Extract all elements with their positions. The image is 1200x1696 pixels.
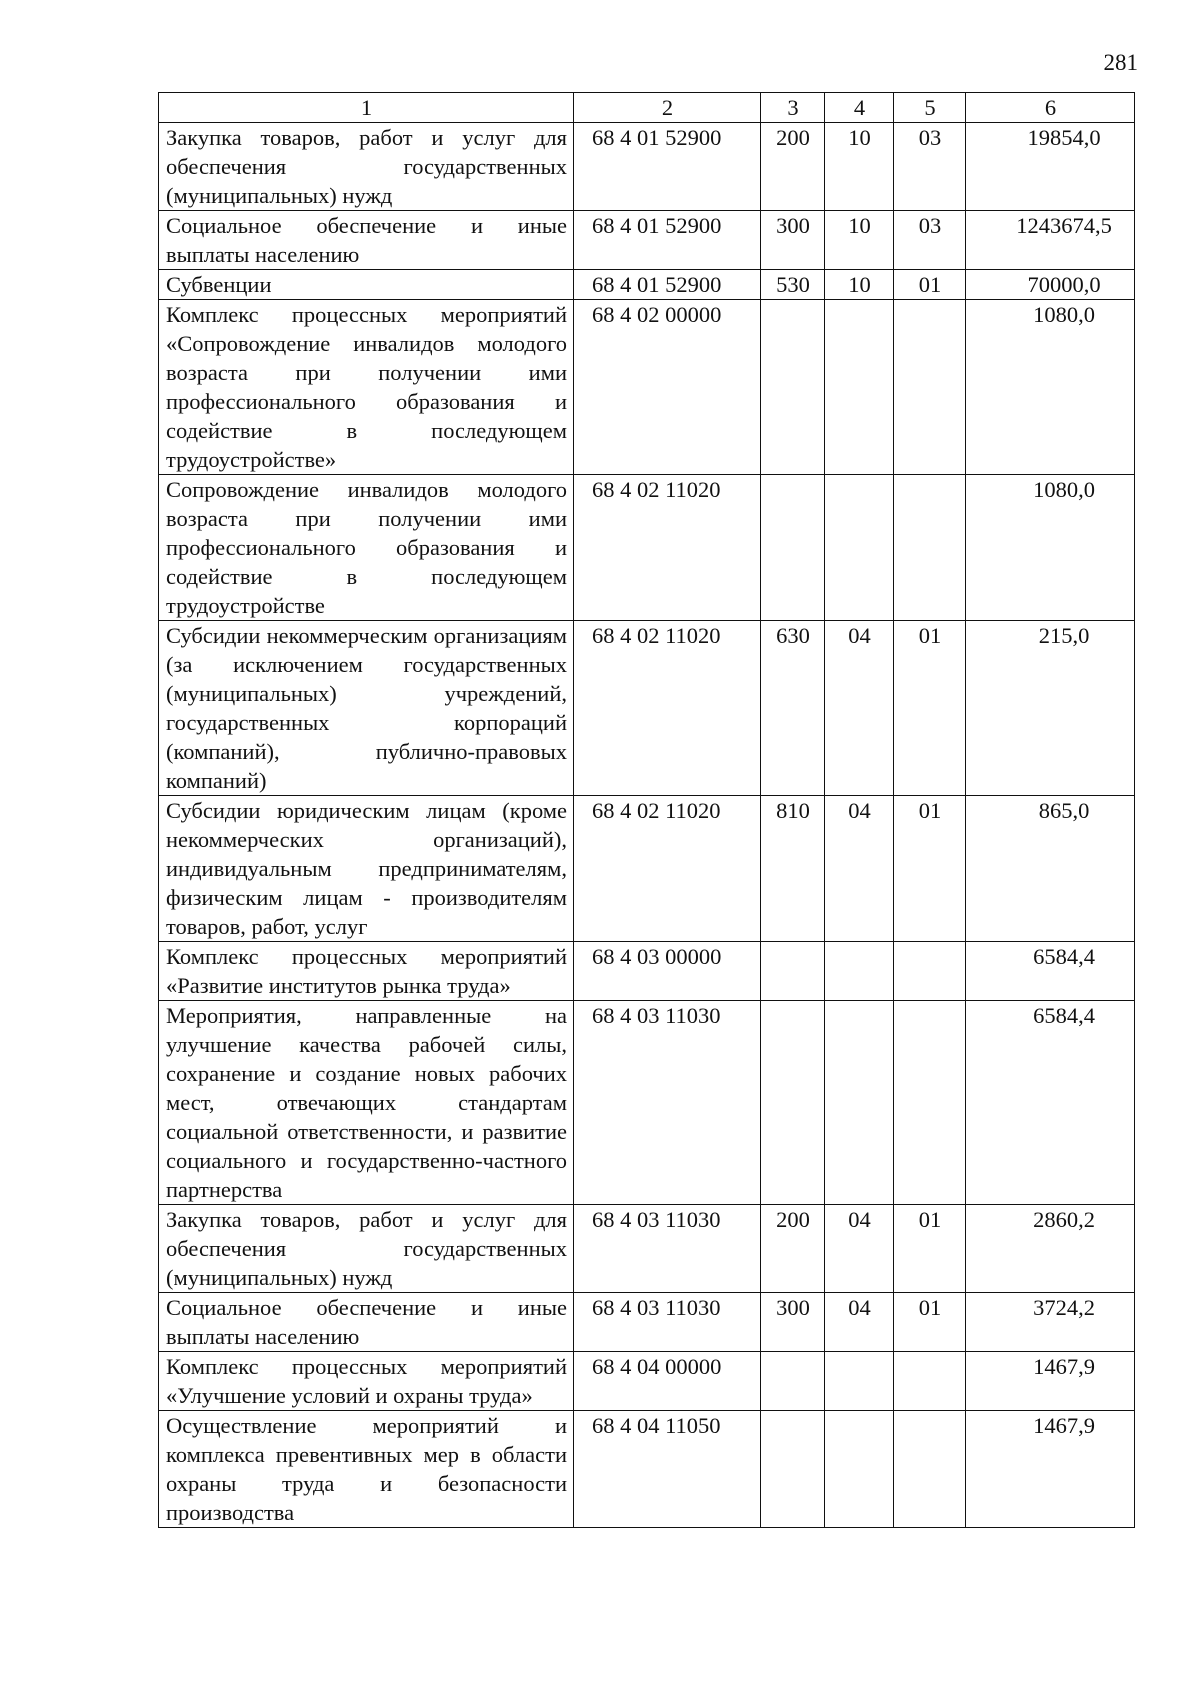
row-amount-cell: 1243674,5 bbox=[966, 211, 1135, 270]
row-amount-cell: 865,0 bbox=[966, 796, 1135, 942]
column-header-4: 4 bbox=[825, 93, 894, 123]
row-code-cell: 68 4 01 52900 bbox=[574, 270, 761, 300]
row-col5-cell bbox=[894, 1001, 966, 1205]
row-code-cell: 68 4 03 11030 bbox=[574, 1205, 761, 1293]
row-col4-cell bbox=[825, 1352, 894, 1411]
row-code-cell: 68 4 04 11050 bbox=[574, 1411, 761, 1528]
row-col3-cell: 530 bbox=[761, 270, 825, 300]
row-code-cell: 68 4 03 00000 bbox=[574, 942, 761, 1001]
row-code-cell: 68 4 04 00000 bbox=[574, 1352, 761, 1411]
row-amount-cell: 19854,0 bbox=[966, 123, 1135, 211]
table-row bbox=[159, 300, 1135, 475]
table-row bbox=[159, 796, 1135, 942]
table-row bbox=[159, 211, 1135, 270]
row-amount-cell: 1080,0 bbox=[966, 475, 1135, 621]
row-code-cell: 68 4 02 00000 bbox=[574, 300, 761, 475]
row-code-cell: 68 4 01 52900 bbox=[574, 123, 761, 211]
row-col4-cell bbox=[825, 942, 894, 1001]
row-name-cell: Социальное обеспечение и иные выплаты населению bbox=[159, 1293, 574, 1352]
row-code-cell: 68 4 03 11030 bbox=[574, 1001, 761, 1205]
row-col4-cell bbox=[825, 1001, 894, 1205]
row-col5-cell bbox=[894, 300, 966, 475]
column-header-3: 3 bbox=[761, 93, 825, 123]
row-amount-cell: 70000,0 bbox=[966, 270, 1135, 300]
row-amount-cell: 3724,2 bbox=[966, 1293, 1135, 1352]
row-name-cell: Субсидии юридическим лицам (кроме некоммерческих организаций), индивидуальным предпринимателям, физическим лицам - производителям товаров, работ, услуг bbox=[159, 796, 574, 942]
row-col5-cell: 01 bbox=[894, 796, 966, 942]
header-row bbox=[159, 93, 1135, 123]
row-col5-cell: 03 bbox=[894, 123, 966, 211]
row-col3-cell bbox=[761, 942, 825, 1001]
row-amount-cell: 6584,4 bbox=[966, 1001, 1135, 1205]
row-code-cell: 68 4 02 11020 bbox=[574, 475, 761, 621]
row-col3-cell: 200 bbox=[761, 123, 825, 211]
row-col4-cell bbox=[825, 475, 894, 621]
row-name-cell: Комплекс процессных мероприятий «Развитие институтов рынка труда» bbox=[159, 942, 574, 1001]
table-row bbox=[159, 1411, 1135, 1528]
row-col3-cell: 300 bbox=[761, 1293, 825, 1352]
table-header bbox=[159, 93, 1135, 123]
row-code-cell: 68 4 01 52900 bbox=[574, 211, 761, 270]
row-name-cell: Субсидии некоммерческим организациям (за исключением государственных (муниципальных) учреждений, государственных корпораций (компаний), публично-правовых компаний) bbox=[159, 621, 574, 796]
row-col4-cell bbox=[825, 1411, 894, 1528]
row-col3-cell bbox=[761, 475, 825, 621]
row-col3-cell: 200 bbox=[761, 1205, 825, 1293]
table-row bbox=[159, 621, 1135, 796]
row-col4-cell: 04 bbox=[825, 621, 894, 796]
row-col5-cell bbox=[894, 1352, 966, 1411]
row-col4-cell bbox=[825, 300, 894, 475]
row-col3-cell bbox=[761, 1001, 825, 1205]
row-amount-cell: 1080,0 bbox=[966, 300, 1135, 475]
row-col4-cell: 04 bbox=[825, 1205, 894, 1293]
table-row bbox=[159, 123, 1135, 211]
row-col4-cell: 04 bbox=[825, 1293, 894, 1352]
row-name-cell: Осуществление мероприятий и комплекса превентивных мер в области охраны труда и безопасности производства bbox=[159, 1411, 574, 1528]
page-number: 281 bbox=[1103, 50, 1138, 75]
row-name-cell: Сопровождение инвалидов молодого возраста при получении ими профессионального образования и содействие в последующем трудоустройстве bbox=[159, 475, 574, 621]
table-row bbox=[159, 1293, 1135, 1352]
row-amount-cell: 1467,9 bbox=[966, 1411, 1135, 1528]
column-header-5: 5 bbox=[894, 93, 966, 123]
table-body bbox=[159, 123, 1135, 1528]
row-name-cell: Социальное обеспечение и иные выплаты населению bbox=[159, 211, 574, 270]
row-col4-cell: 10 bbox=[825, 123, 894, 211]
row-amount-cell: 1467,9 bbox=[966, 1352, 1135, 1411]
row-col5-cell: 01 bbox=[894, 1205, 966, 1293]
column-header-2: 2 bbox=[574, 93, 761, 123]
row-col5-cell bbox=[894, 1411, 966, 1528]
table-row bbox=[159, 1352, 1135, 1411]
table-row bbox=[159, 475, 1135, 621]
row-amount-cell: 2860,2 bbox=[966, 1205, 1135, 1293]
table-row bbox=[159, 1001, 1135, 1205]
row-amount-cell: 215,0 bbox=[966, 621, 1135, 796]
row-name-cell: Комплекс процессных мероприятий «Улучшение условий и охраны труда» bbox=[159, 1352, 574, 1411]
table-row bbox=[159, 270, 1135, 300]
row-col5-cell bbox=[894, 942, 966, 1001]
row-col5-cell: 01 bbox=[894, 270, 966, 300]
row-col5-cell: 03 bbox=[894, 211, 966, 270]
row-code-cell: 68 4 03 11030 bbox=[574, 1293, 761, 1352]
row-name-cell: Закупка товаров, работ и услуг для обеспечения государственных (муниципальных) нужд bbox=[159, 1205, 574, 1293]
table-row bbox=[159, 1205, 1135, 1293]
row-name-cell: Комплекс процессных мероприятий «Сопровождение инвалидов молодого возраста при получении ими профессионального образования и содействие в последующем трудоустройстве» bbox=[159, 300, 574, 475]
row-col4-cell: 04 bbox=[825, 796, 894, 942]
row-name-cell: Мероприятия, направленные на улучшение качества рабочей силы, сохранение и создание новых рабочих мест, отвечающих стандартам социальной ответственности, и развитие социального и государственно-частного партнерства bbox=[159, 1001, 574, 1205]
row-col3-cell: 300 bbox=[761, 211, 825, 270]
row-name-cell: Субвенции bbox=[159, 270, 574, 300]
row-code-cell: 68 4 02 11020 bbox=[574, 621, 761, 796]
row-col5-cell: 01 bbox=[894, 1293, 966, 1352]
row-col4-cell: 10 bbox=[825, 270, 894, 300]
budget-table bbox=[158, 92, 1135, 1528]
row-col3-cell bbox=[761, 300, 825, 475]
row-col5-cell: 01 bbox=[894, 621, 966, 796]
row-name-cell: Закупка товаров, работ и услуг для обеспечения государственных (муниципальных) нужд bbox=[159, 123, 574, 211]
table-row bbox=[159, 942, 1135, 1001]
row-col3-cell bbox=[761, 1411, 825, 1528]
row-col3-cell bbox=[761, 1352, 825, 1411]
row-code-cell: 68 4 02 11020 bbox=[574, 796, 761, 942]
column-header-1: 1 bbox=[159, 93, 574, 123]
row-col5-cell bbox=[894, 475, 966, 621]
column-header-6: 6 bbox=[966, 93, 1135, 123]
row-col3-cell: 630 bbox=[761, 621, 825, 796]
row-col4-cell: 10 bbox=[825, 211, 894, 270]
row-amount-cell: 6584,4 bbox=[966, 942, 1135, 1001]
row-col3-cell: 810 bbox=[761, 796, 825, 942]
